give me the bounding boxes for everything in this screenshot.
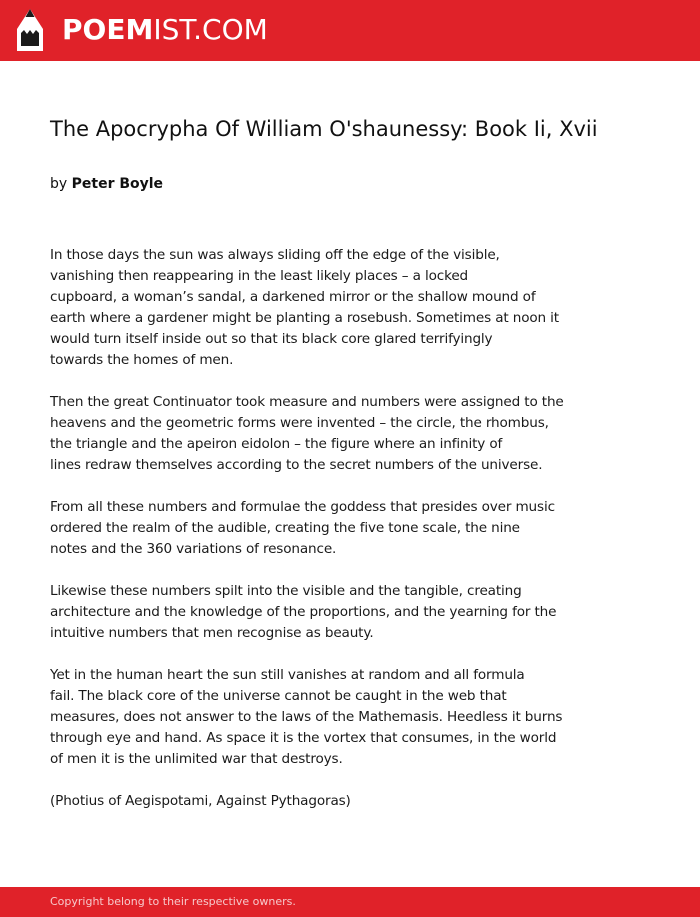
poem-line: Yet in the human heart the sun still vanishes at random and all formula	[50, 667, 525, 683]
copyright-notice: Copyright belong to their respective owners.	[50, 895, 296, 908]
poem-line: Then the great Continuator took measure and numbers were assigned to the	[50, 394, 564, 410]
poem-line: the triangle and the apeiron eidolon – the figure where an infinity of	[50, 436, 503, 452]
poem-line: Likewise these numbers spilt into the visible and the tangible, creating	[50, 583, 522, 599]
poem-stanza	[50, 392, 610, 476]
poem-line: of men it is the unlimited war that destroys.	[50, 751, 343, 767]
poem-line: would turn itself inside out so that its black core glared terrifyingly	[50, 331, 493, 347]
site-logo[interactable]	[62, 11, 268, 49]
by-label: by	[50, 176, 68, 192]
site-header	[0, 0, 700, 61]
poem-line: From all these numbers and formulae the goddess that presides over music	[50, 499, 555, 515]
poem-title: The Apocrypha Of William O'shaunessy: Book Ii, Xvii	[50, 117, 598, 141]
poem-line: ordered the realm of the audible, creating the five tone scale, the nine	[50, 520, 520, 536]
poem-stanza	[50, 245, 610, 371]
poem-line: In those days the sun was always sliding off the edge of the visible,	[50, 247, 500, 263]
logo-text-light: IST.COM	[153, 13, 268, 46]
poem-body	[50, 245, 610, 833]
poem-stanza	[50, 497, 610, 560]
poem-line: intuitive numbers that men recognise as beauty.	[50, 625, 374, 641]
poem-line: (Photius of Aegispotami, Against Pythagoras)	[50, 793, 351, 809]
poem-line: measures, does not answer to the laws of the Mathemasis. Heedless it burns	[50, 709, 563, 725]
poem-stanza	[50, 791, 610, 812]
poem-line: architecture and the knowledge of the proportions, and the yearning for the	[50, 604, 557, 620]
poem-line: notes and the 360 variations of resonance.	[50, 541, 337, 557]
poem-line: towards the homes of men.	[50, 352, 234, 368]
poem-line: vanishing then reappearing in the least likely places – a locked	[50, 268, 469, 284]
poem-line: earth where a gardener might be planting a rosebush. Sometimes at noon it	[50, 310, 559, 326]
site-footer	[0, 887, 700, 917]
poem-line: cupboard, a woman’s sandal, a darkened mirror or the shallow mound of	[50, 289, 536, 305]
pencil-tip-icon	[17, 9, 43, 51]
logo-text-bold: POEM	[62, 13, 154, 46]
poem-line: fail. The black core of the universe cannot be caught in the web that	[50, 688, 507, 704]
poem-line: lines redraw themselves according to the secret numbers of the universe.	[50, 457, 543, 473]
poem-line: through eye and hand. As space it is the vortex that consumes, in the world	[50, 730, 557, 746]
author-name: Peter Boyle	[71, 176, 164, 192]
poem-stanza	[50, 581, 610, 644]
byline	[50, 174, 163, 194]
poem-line: heavens and the geometric forms were invented – the circle, the rhombus,	[50, 415, 549, 431]
poem-stanza	[50, 665, 610, 770]
